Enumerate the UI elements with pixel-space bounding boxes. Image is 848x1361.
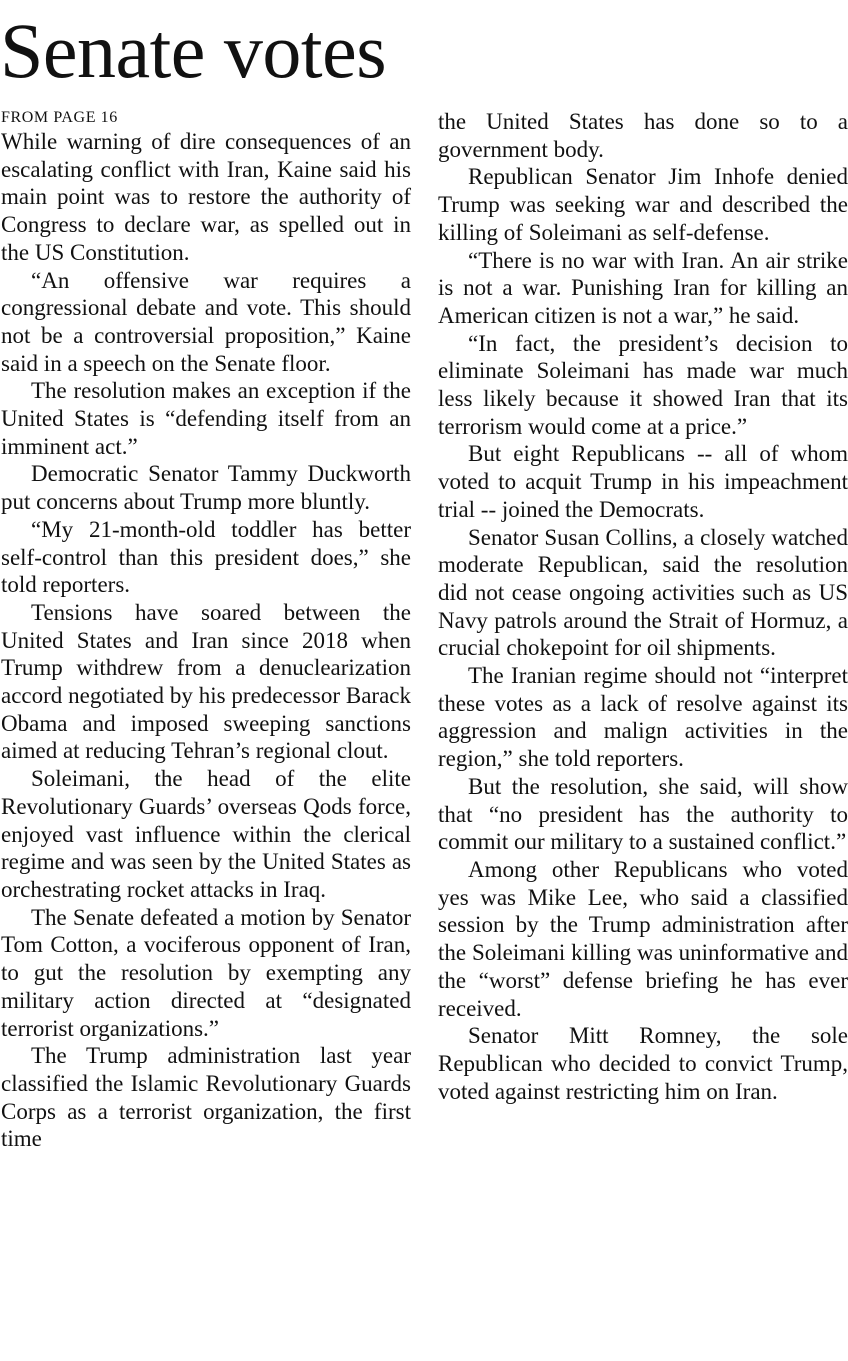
paragraph: While warning of dire consequences of an escalating conflict with Iran, Kaine said his main point was to restore the authority of Congress to declare war, as spelled out in the US Constitution. (1, 129, 411, 265)
paragraph: “There is no war with Iran. An air strike is not a war. Punishing Iran for killing an American citizen is not a war,” he said. (438, 247, 848, 328)
paragraph: The Iranian regime should not “interpret these votes as a lack of resolve against its aggression and malign activities in the region,” she told reporters. (438, 663, 848, 772)
paragraph: Republican Senator Jim Inhofe denied Trump was seeking war and described the killing of Soleimani as self-defense. (438, 164, 848, 245)
jump-line: FROM PAGE 16 (1, 109, 118, 126)
paragraph: The Trump administration last year classified the Islamic Revolutionary Guards Corps as a terrorist organization, the first time (1, 1043, 411, 1152)
paragraph: “An offensive war requires a congressional debate and vote. This should not be a controversial proposition,” Kaine said in a speech on the Senate floor. (1, 267, 411, 376)
left-column (1, 108, 411, 1153)
paragraph: Senator Susan Collins, a closely watched moderate Republican, said the resolution did not cease ongoing activities such as US Navy patrols around the Strait of Hormuz, a crucial chokepoint for oil shipments. (438, 524, 848, 661)
paragraph: Among other Republicans who voted yes was Mike Lee, who said a classified session by the Trump administration after the Soleimani killing was uninformative and the “worst” defense briefing he has ever received. (438, 856, 848, 1021)
paragraph: But the resolution, she said, will show that “no president has the authority to commit our military to a sustained conflict.” (438, 773, 848, 855)
paragraph: Democratic Senator Tammy Duckworth put concerns about Trump more bluntly. (1, 461, 411, 515)
headline: Senate votes (0, 7, 387, 94)
paragraph: The resolution makes an exception if the United States is “defending itself from an imminent act.” (1, 378, 411, 459)
paragraph: Tensions have soared between the United States and Iran since 2018 when Trump withdrew from a denuclearization accord negotiated by his predecessor Barack Obama and imposed sweeping sanctions aimed at reducing Tehran’s regional clout. (1, 599, 411, 764)
paragraph: The Senate defeated a motion by Senator Tom Cotton, a vociferous opponent of Iran, to gut the resolution by exempting any military action directed at “designated terrorist organizations.” (1, 904, 411, 1041)
paragraph-continued: the United States has done so to a government body. (438, 109, 848, 162)
right-column (438, 108, 848, 1105)
paragraph: “In fact, the president’s decision to eliminate Soleimani has made war much less likely because it showed Iran that its terrorism would come at a price.” (438, 330, 848, 439)
paragraph: Senator Mitt Romney, the sole Republican who decided to convict Trump, voted against restricting him on Iran. (438, 1023, 848, 1104)
paragraph: Soleimani, the head of the elite Revolutionary Guards’ overseas Qods force, enjoyed vast influence within the clerical regime and was seen by the United States as orchestrating rocket attacks in Iraq. (1, 766, 411, 902)
paragraph: But eight Republicans -- all of whom voted to acquit Trump in his impeachment trial -- joined the Democrats. (438, 441, 848, 522)
paragraph: “My 21-month-old toddler has better self-control than this president does,” she told reporters. (1, 516, 411, 598)
